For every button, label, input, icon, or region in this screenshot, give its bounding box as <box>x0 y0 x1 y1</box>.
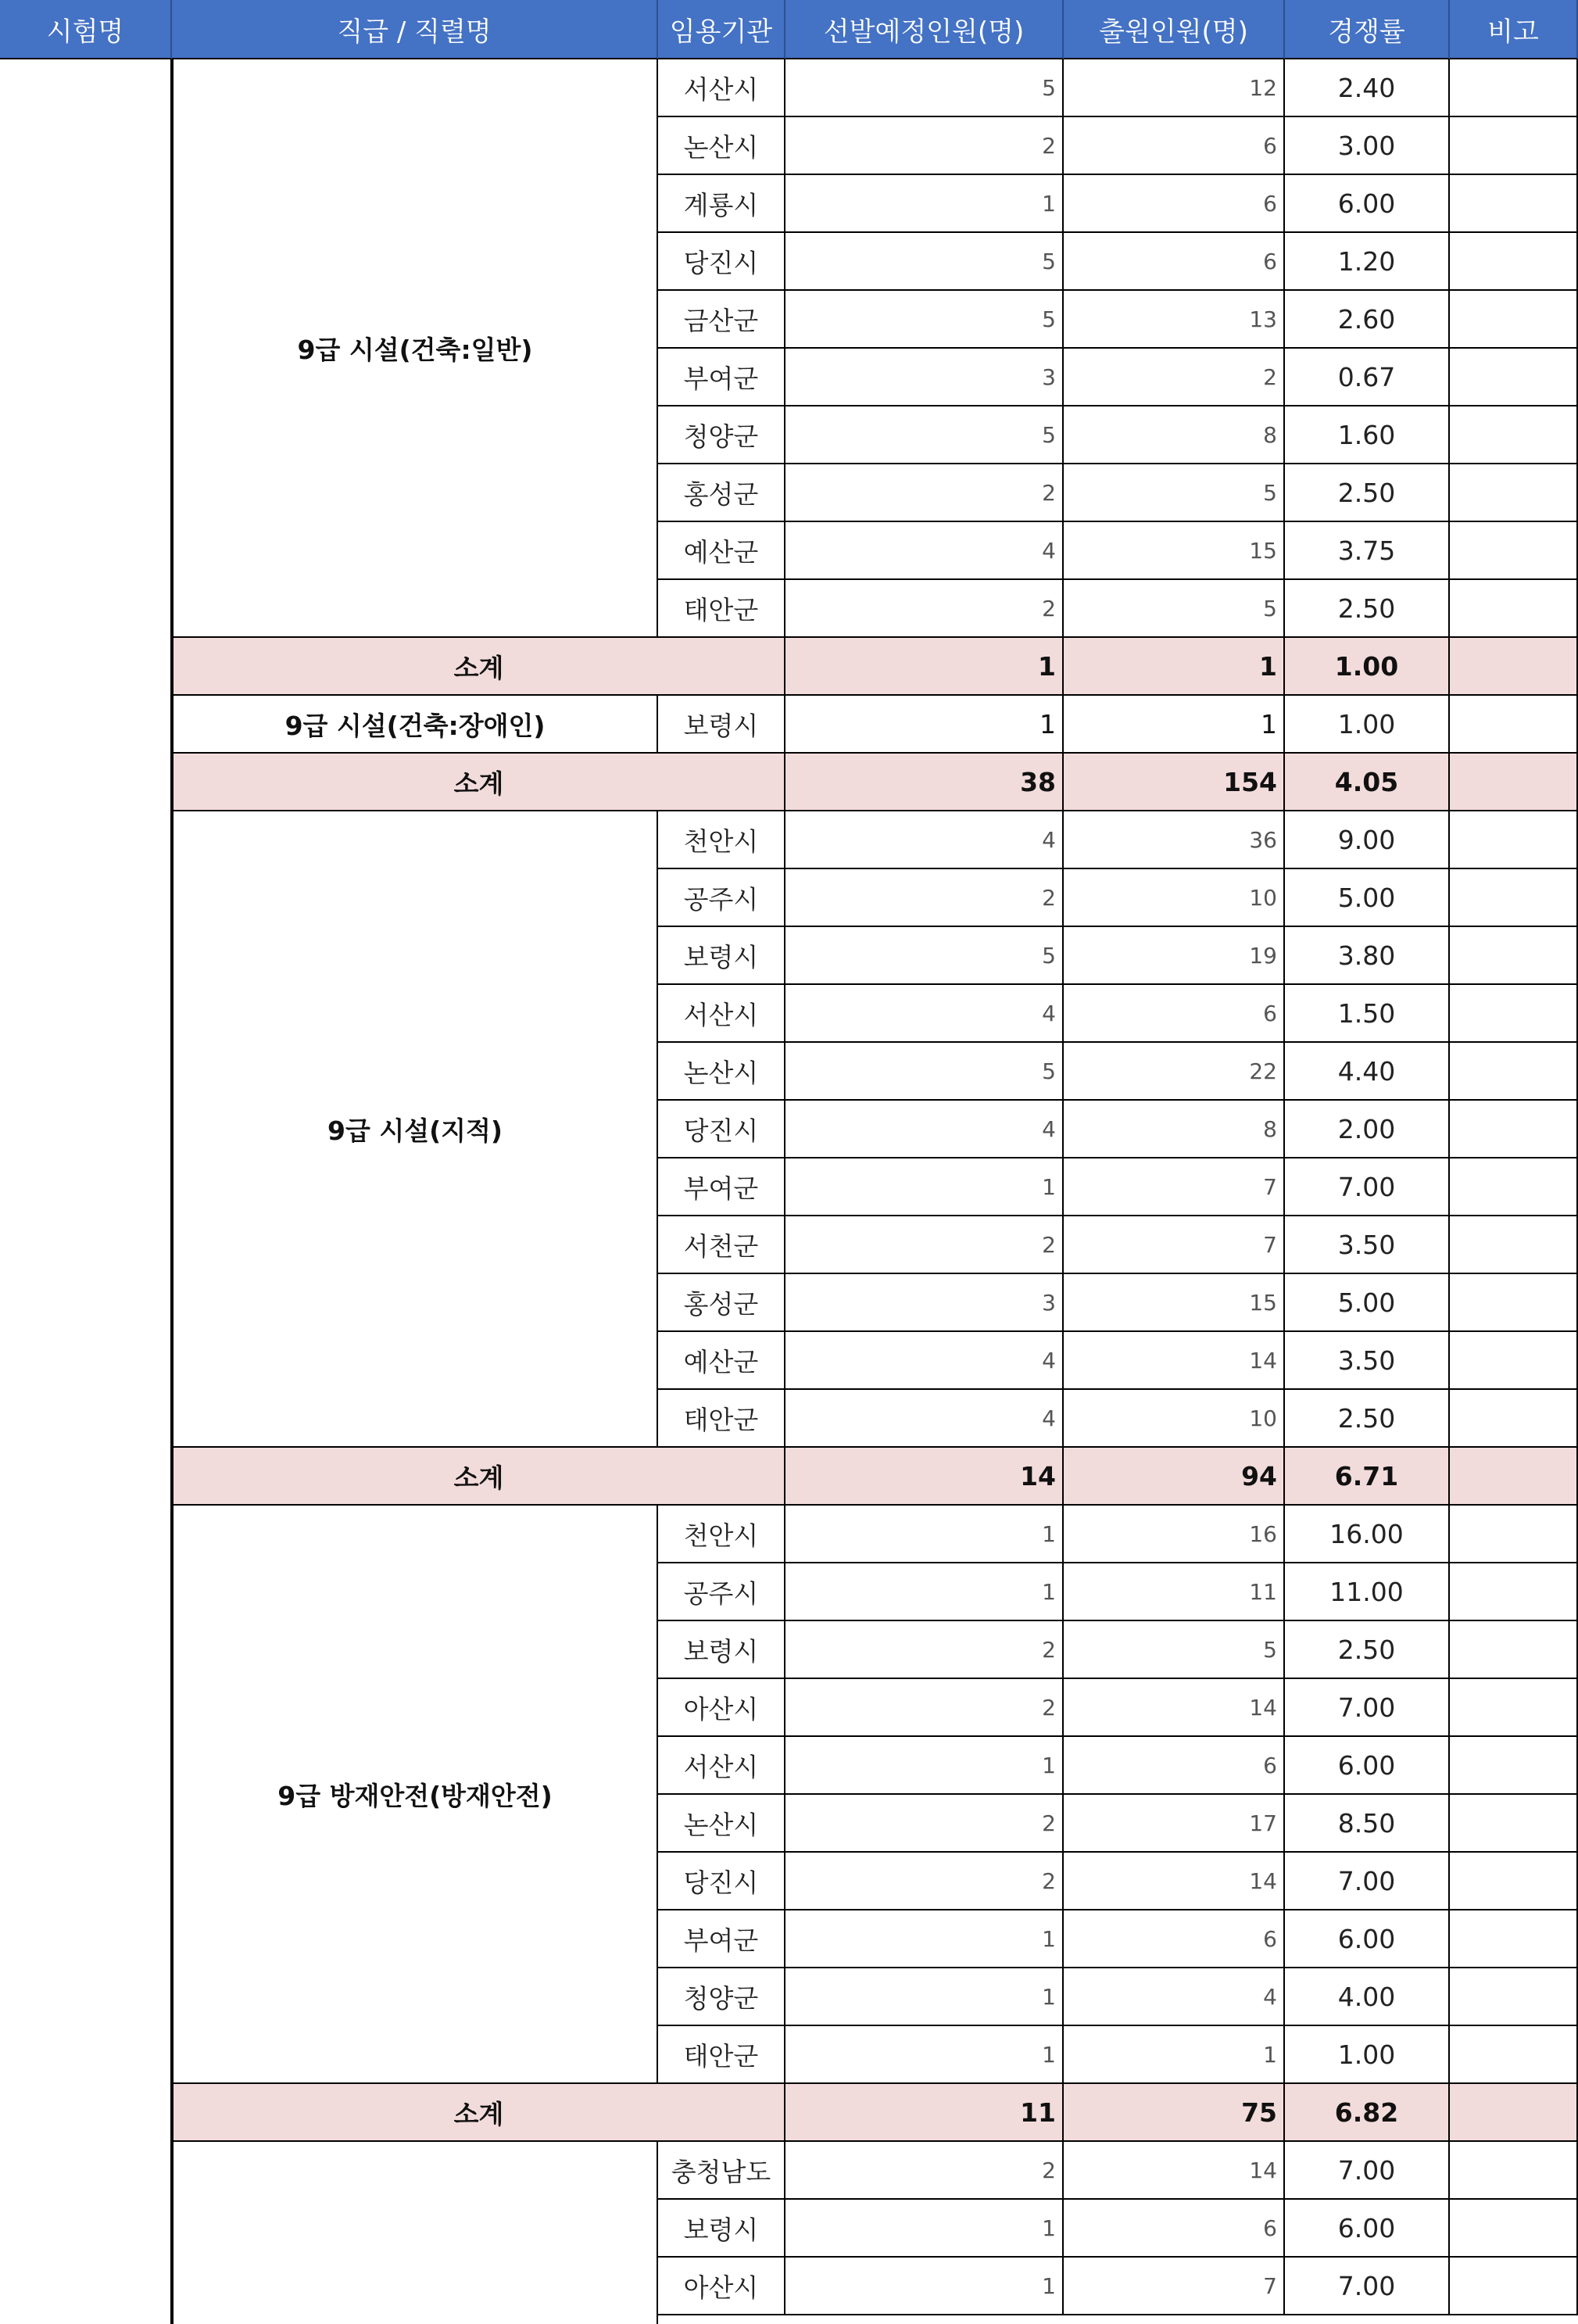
agency-cell: 서천군 <box>658 1216 785 1274</box>
applicants-cell: 6 <box>1064 2200 1285 2258</box>
subtotal-rate: 4.05 <box>1285 754 1450 811</box>
agency-cell: 당진시 <box>658 1101 785 1158</box>
agency-cell: 보령시 <box>658 1621 785 1679</box>
applicants-cell: 6 <box>1064 1910 1285 1968</box>
agency-cell: 공주시 <box>658 1563 785 1621</box>
rate-cell: 5.00 <box>1285 1274 1450 1332</box>
header-agency: 임용기관 <box>658 0 785 59</box>
planned-cell: 2 <box>785 580 1064 638</box>
subtotal-label: 소계 <box>172 2084 785 2142</box>
note-cell <box>1450 1274 1578 1332</box>
agency-cell: 논산시 <box>658 1043 785 1101</box>
rate-cell: 9.00 <box>1285 811 1450 869</box>
rate-cell: 1.00 <box>1285 2026 1450 2084</box>
applicants-cell: 17 <box>1064 1795 1285 1853</box>
note-cell <box>1450 59 1578 117</box>
note-cell <box>1450 1679 1578 1737</box>
subtotal-note <box>1450 2084 1578 2142</box>
subtotal-label: 소계 <box>172 754 785 811</box>
subtotal-rate: 6.82 <box>1285 2084 1450 2142</box>
applicants-cell: 1 <box>1064 696 1285 754</box>
note-cell <box>1450 522 1578 580</box>
note-cell <box>1450 2026 1578 2084</box>
note-cell <box>1450 696 1578 754</box>
note-cell <box>1450 1390 1578 1448</box>
rate-cell: 2.50 <box>1285 1390 1450 1448</box>
agency-cell: 태안군 <box>658 1390 785 1448</box>
rate-cell: 6.00 <box>1285 1737 1450 1795</box>
position-group <box>172 2142 658 2324</box>
applicants-cell: 5 <box>1064 464 1285 522</box>
header-planned: 선발예정인원(명) <box>785 0 1064 59</box>
rate-cell: 1.50 <box>1285 985 1450 1043</box>
agency-cell: 부여군 <box>658 1910 785 1968</box>
applicants-cell: 8 <box>1064 1101 1285 1158</box>
rate-cell: 11.00 <box>1285 1563 1450 1621</box>
planned-cell: 2 <box>785 464 1064 522</box>
agency-cell: 서산시 <box>658 985 785 1043</box>
note-cell <box>1450 406 1578 464</box>
header-note: 비고 <box>1450 0 1578 59</box>
note-cell <box>1450 291 1578 349</box>
rate-cell: 2.50 <box>1285 580 1450 638</box>
subtotal-applicants: 1 <box>1064 638 1285 696</box>
position-group: 9급 시설(지적) <box>172 811 658 1448</box>
note-cell <box>1450 1506 1578 1563</box>
agency-cell: 아산시 <box>658 2258 785 2315</box>
applicants-cell: 36 <box>1064 811 1285 869</box>
applicants-cell: 14 <box>1064 1679 1285 1737</box>
agency-cell: 청양군 <box>658 406 785 464</box>
note-cell <box>1450 1795 1578 1853</box>
applicants-cell: 7 <box>1064 1216 1285 1274</box>
planned-cell: 4 <box>785 1332 1064 1390</box>
subtotal-label: 소계 <box>172 638 785 696</box>
applicants-cell: 5 <box>1064 580 1285 638</box>
applicants-cell: 7 <box>1064 1158 1285 1216</box>
planned-cell: 5 <box>785 1043 1064 1101</box>
agency-cell: 부여군 <box>658 349 785 406</box>
note-cell <box>1450 233 1578 291</box>
agency-cell: 부여군 <box>658 1158 785 1216</box>
applicants-cell: 7 <box>1064 2258 1285 2315</box>
agency-cell: 계룡시 <box>658 175 785 233</box>
planned-cell: 5 <box>785 59 1064 117</box>
note-cell <box>1450 927 1578 985</box>
rate-cell: 7.00 <box>1285 2258 1450 2315</box>
applicants-cell: 6 <box>1064 985 1285 1043</box>
position-group: 9급 시설(건축:장애인) <box>172 696 658 754</box>
applicants-cell: 6 <box>1064 1737 1285 1795</box>
note-cell <box>1450 1910 1578 1968</box>
agency-cell: 홍성군 <box>658 464 785 522</box>
note-cell <box>1450 1332 1578 1390</box>
rate-cell: 3.80 <box>1285 927 1450 985</box>
note-cell <box>1450 117 1578 175</box>
planned-cell: 1 <box>785 1737 1064 1795</box>
rate-cell: 7.00 <box>1285 1158 1450 1216</box>
subtotal-note <box>1450 638 1578 696</box>
planned-cell: 3 <box>785 1274 1064 1332</box>
subtotal-planned: 1 <box>785 638 1064 696</box>
note-cell <box>1450 985 1578 1043</box>
note-cell <box>1450 1737 1578 1795</box>
note-cell <box>1450 349 1578 406</box>
agency-cell: 보령시 <box>658 2200 785 2258</box>
rate-cell: 2.40 <box>1285 59 1450 117</box>
planned-cell: 1 <box>785 1910 1064 1968</box>
note-cell <box>1450 1968 1578 2026</box>
rate-cell: 6.00 <box>1285 175 1450 233</box>
planned-cell: 5 <box>785 406 1064 464</box>
position-group: 9급 방재안전(방재안전) <box>172 1506 658 2084</box>
agency-cell: 홍성군 <box>658 1274 785 1332</box>
agency-cell: 청양군 <box>658 1968 785 2026</box>
applicants-cell: 10 <box>1064 1390 1285 1448</box>
note-cell <box>1450 464 1578 522</box>
applicants-cell: 14 <box>1064 2142 1285 2200</box>
header-applicants: 출원인원(명) <box>1064 0 1285 59</box>
header-exam: 시험명 <box>0 0 172 59</box>
planned-cell: 2 <box>785 1853 1064 1910</box>
rate-cell: 6.00 <box>1285 1910 1450 1968</box>
planned-cell: 1 <box>785 1563 1064 1621</box>
agency-cell: 공주시 <box>658 869 785 927</box>
note-cell <box>1450 1043 1578 1101</box>
planned-cell: 4 <box>785 1390 1064 1448</box>
rate-cell: 4.40 <box>1285 1043 1450 1101</box>
agency-cell: 서산시 <box>658 59 785 117</box>
subtotal-rate: 1.00 <box>1285 638 1450 696</box>
rate-cell: 7.00 <box>1285 1853 1450 1910</box>
agency-cell: 금산군 <box>658 291 785 349</box>
planned-cell: 5 <box>785 927 1064 985</box>
exam-name-cell <box>0 59 172 2324</box>
header-rate: 경쟁률 <box>1285 0 1450 59</box>
note-cell <box>1450 2200 1578 2258</box>
planned-cell: 4 <box>785 811 1064 869</box>
agency-cell: 태안군 <box>658 2026 785 2084</box>
agency-cell: 예산군 <box>658 522 785 580</box>
agency-cell: 천안시 <box>658 1506 785 1563</box>
applicants-cell: 15 <box>1064 1274 1285 1332</box>
subtotal-note <box>1450 754 1578 811</box>
planned-cell: 5 <box>785 291 1064 349</box>
applicants-cell: 22 <box>1064 1043 1285 1101</box>
agency-cell: 아산시 <box>658 1679 785 1737</box>
note-cell <box>1450 1621 1578 1679</box>
rate-cell: 2.50 <box>1285 1621 1450 1679</box>
planned-cell: 2 <box>785 117 1064 175</box>
applicants-cell: 5 <box>1064 1621 1285 1679</box>
applicants-cell: 8 <box>1064 406 1285 464</box>
agency-cell: 당진시 <box>658 1853 785 1910</box>
planned-cell: 4 <box>785 1101 1064 1158</box>
rate-cell: 1.00 <box>1285 696 1450 754</box>
rate-cell: 4.00 <box>1285 1968 1450 2026</box>
planned-cell: 1 <box>785 2200 1064 2258</box>
applicants-cell: 10 <box>1064 869 1285 927</box>
agency-cell: 예산군 <box>658 1332 785 1390</box>
subtotal-applicants: 154 <box>1064 754 1285 811</box>
applicants-cell: 13 <box>1064 291 1285 349</box>
rate-cell: 1.60 <box>1285 406 1450 464</box>
planned-cell: 2 <box>785 1216 1064 1274</box>
note-cell <box>1450 1853 1578 1910</box>
planned-cell: 5 <box>785 233 1064 291</box>
note-cell <box>1450 811 1578 869</box>
planned-cell: 1 <box>785 2026 1064 2084</box>
applicants-cell: 1 <box>1064 2026 1285 2084</box>
applicants-cell: 6 <box>1064 175 1285 233</box>
planned-cell: 2 <box>785 2142 1064 2200</box>
agency-cell: 충청남도 <box>658 2142 785 2200</box>
subtotal-label: 소계 <box>172 1448 785 1506</box>
note-cell <box>1450 2258 1578 2315</box>
note-cell <box>1450 175 1578 233</box>
note-cell <box>1450 1216 1578 1274</box>
planned-cell: 2 <box>785 1621 1064 1679</box>
header-position: 직급 / 직렬명 <box>172 0 658 59</box>
note-cell <box>1450 580 1578 638</box>
rate-cell: 0.67 <box>1285 349 1450 406</box>
rate-cell: 2.00 <box>1285 1101 1450 1158</box>
rate-cell: 8.50 <box>1285 1795 1450 1853</box>
planned-cell: 3 <box>785 349 1064 406</box>
agency-cell: 논산시 <box>658 117 785 175</box>
applicants-cell: 6 <box>1064 117 1285 175</box>
subtotal-planned: 14 <box>785 1448 1064 1506</box>
note-cell <box>1450 2142 1578 2200</box>
rate-cell: 16.00 <box>1285 1506 1450 1563</box>
planned-cell: 1 <box>785 2258 1064 2315</box>
note-cell <box>1450 1158 1578 1216</box>
planned-cell: 1 <box>785 1158 1064 1216</box>
subtotal-applicants: 94 <box>1064 1448 1285 1506</box>
rate-cell: 7.00 <box>1285 1679 1450 1737</box>
applicants-cell: 15 <box>1064 522 1285 580</box>
applicants-cell: 16 <box>1064 1506 1285 1563</box>
subtotal-rate: 6.71 <box>1285 1448 1450 1506</box>
applicants-cell: 2 <box>1064 349 1285 406</box>
rate-cell: 1.20 <box>1285 233 1450 291</box>
position-group: 9급 시설(건축:일반) <box>172 59 658 638</box>
rate-cell: 3.50 <box>1285 1332 1450 1390</box>
subtotal-applicants: 75 <box>1064 2084 1285 2142</box>
applicants-cell: 14 <box>1064 1332 1285 1390</box>
planned-cell: 2 <box>785 1679 1064 1737</box>
rate-cell: 6.00 <box>1285 2200 1450 2258</box>
subtotal-planned: 11 <box>785 2084 1064 2142</box>
rate-cell: 2.60 <box>1285 291 1450 349</box>
agency-cell: 당진시 <box>658 233 785 291</box>
rate-cell: 5.00 <box>1285 869 1450 927</box>
agency-cell: 보령시 <box>658 696 785 754</box>
note-cell <box>1450 1101 1578 1158</box>
applicants-cell: 6 <box>1064 233 1285 291</box>
planned-cell: 2 <box>785 869 1064 927</box>
rate-cell: 7.00 <box>1285 2142 1450 2200</box>
agency-cell: 서산시 <box>658 1737 785 1795</box>
planned-cell: 1 <box>785 1506 1064 1563</box>
note-cell <box>1450 1563 1578 1621</box>
agency-cell: 천안시 <box>658 811 785 869</box>
applicants-cell: 12 <box>1064 59 1285 117</box>
applicants-cell: 4 <box>1064 1968 1285 2026</box>
rate-cell: 3.75 <box>1285 522 1450 580</box>
rate-cell: 3.00 <box>1285 117 1450 175</box>
rate-cell: 3.50 <box>1285 1216 1450 1274</box>
applicants-cell: 11 <box>1064 1563 1285 1621</box>
subtotal-note <box>1450 1448 1578 1506</box>
planned-cell: 1 <box>785 1968 1064 2026</box>
agency-cell: 보령시 <box>658 927 785 985</box>
planned-cell: 4 <box>785 985 1064 1043</box>
planned-cell: 2 <box>785 1795 1064 1853</box>
note-cell <box>1450 869 1578 927</box>
subtotal-planned: 38 <box>785 754 1064 811</box>
agency-cell: 논산시 <box>658 1795 785 1853</box>
planned-cell: 4 <box>785 522 1064 580</box>
planned-cell: 1 <box>785 175 1064 233</box>
applicants-cell: 19 <box>1064 927 1285 985</box>
applicants-cell: 14 <box>1064 1853 1285 1910</box>
rate-cell: 2.50 <box>1285 464 1450 522</box>
planned-cell: 1 <box>785 696 1064 754</box>
agency-cell: 태안군 <box>658 580 785 638</box>
